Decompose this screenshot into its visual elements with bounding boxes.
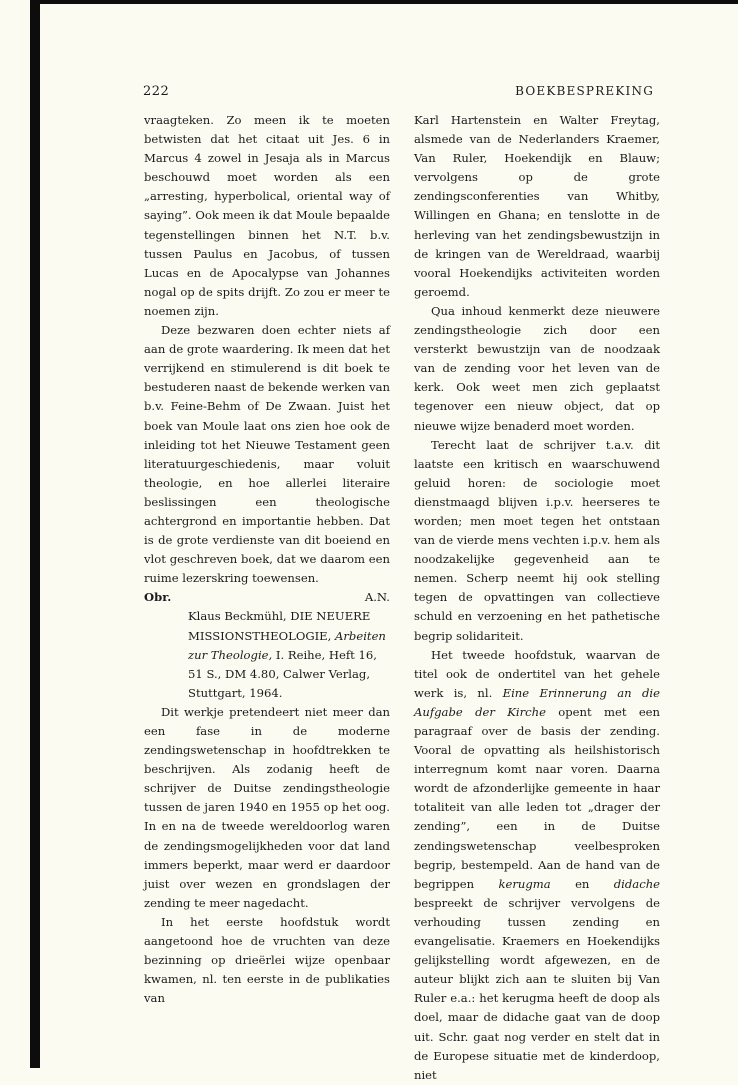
review-signature (144, 588, 390, 607)
bibliographic-entry (144, 607, 390, 702)
left-paragraph-4: In het eerste hoofdstuk wordt aangetoond hoe de vruchten van deze bezinning op drieërlei wijze openbaar kwamen, nl. ten eerste in de publikaties van (144, 914, 390, 1006)
p4-term-kerugma: kerugma (498, 876, 551, 891)
bib-details: I. Reihe, Heft 16, 51 S., DM 4.80, Calwer Verlag, Stuttgart, 1964. (188, 647, 377, 700)
p4-term-didache: didache (613, 876, 661, 891)
p4-text-c: en (575, 876, 590, 891)
bib-series: Arbeiten zur Theologie, (188, 628, 386, 662)
left-paragraph-1: vraagteken. Zo meen ik te moeten betwisten dat het citaat uit Jes. 6 in Marcus 4 zowel in Jesaja als in Marcus beschouwd moet worden als een „arresting, hyperbolical, oriental way of saying”. Ook meen ik dat Moule bepaalde tegenstellingen binnen het N.T. b.v. tussen Paulus en Jacobus, of tussen Lucas en de Apocalypse van Johannes nogal op de spits drijft. Zo zou er meer te noemen zijn. (144, 113, 390, 318)
page-number: 222 (143, 84, 170, 99)
running-head: BOEKBESPREKING (515, 84, 654, 98)
scan-edge-top (30, 0, 738, 4)
left-paragraph-2: Deze bezwaren doen echter niets af aan de grote waardering. Ik meen dat het verrijkend en stimulerend is dit boek te bestuderen naast de bekende werken van b.v. Feine-Behm of De Zwaan. Juist het boek van Moule laat ons zien hoe ook de inleiding tot het Nieuwe Testament geen literatuurgeschiedenis, maar voluit theologie, en hoe allerlei literaire beslissingen een theologische achtergrond en importantie hebben. Dat is de grote verdienste van dit boeiend en vlot geschreven boek, dat we daarom een ruime lezerskring toewensen. (144, 323, 390, 586)
p4-text-b: opent met een paragraaf over de basis der zending. Vooral de opvatting als heilshistorisch interregnum komt naar voren. Daarna wordt de afzonderlijke gemeente in haar totaliteit van alle leden tot „drager der zending”, een in de Duitse zendingswetenschap veelbesproken begrip, bestempeld. Aan de hand van de begrippen (414, 704, 661, 891)
right-column (414, 111, 660, 1085)
p4-text-d: bespreekt de schrijver vervolgens de verhouding tussen zending en evangelisatie. Kraemers en Hoekendijks gelijkstelling wordt afgewezen, en de auteur blijkt zich aan te sluiten bij Van Ruler e.a.: het kerugma heeft de doop als doel, maar de didache gaat van de doop uit. Schr. gaat nog verder en stelt dat in de Europese situatie met de kinderdoop, niet (414, 895, 660, 1082)
left-column (144, 111, 390, 1008)
p4-text-a: Het tweede hoofdstuk, waarvan de titel ook de ondertitel van het gehele werk is, nl. (414, 647, 660, 700)
right-paragraph-2: Qua inhoud kenmerkt deze nieuwere zendingstheologie zich door een versterkt bewustzijn van de noodzaak van de zending voor het leven van de kerk. Ook weet men zich geplaatst tegenover een nieuw object, dat op nieuwe wijze benaderd moet worden. (414, 303, 660, 433)
signature-initials: A.N. (364, 590, 390, 605)
signature-place: Obr. (144, 590, 172, 605)
left-paragraph-3: Dit werkje pretendeert niet meer dan een fase in de moderne zendingswetenschap in hoofdtrekken te beschrijven. Als zodanig heeft de schrijver de Duitse zendingstheologie tussen de jaren 1940 en 1955 op het oog. In en na de tweede wereldoorlog waren de zendingsmogelijkheden voor dat land immers beperkt, maar werd er daardoor juist over wezen en grondslagen der zending te meer nagedacht. (144, 704, 390, 910)
bib-author-title: Klaus Beckmühl, DIE NEUERE MISSIONSTHEOLOGIE, (188, 609, 371, 643)
right-paragraph-1: Karl Hartenstein en Walter Freytag, alsmede van de Nederlanders Kraemer, Van Ruler, Hoekendijk en Blauw; vervolgens op de grote zendingsconferenties van Whitby, Willingen en Ghana; en tenslotte in de herleving van het zendingsbewustzijn in de kringen van de Wereldraad, waarbij vooral Hoekendijks activiteiten worden geroemd. (414, 113, 660, 299)
p4-book-title: Eine Erinnerung an die Aufgabe der Kirche (414, 685, 660, 719)
right-paragraph-3: Terecht laat de schrijver t.a.v. dit laatste een kritisch en waarschuwend geluid horen: de sociologie moet dienstmaagd blijven i.p.v. heerseres te worden; men moet tegen het ontstaan van de vierde mens vechten i.p.v. hem als noodzakelijke gegevenheid aan te nemen. Scherp neemt hij ook stelling tegen de opvattingen van collectieve schuld en verzoening en het pathetische begrip solidariteit. (414, 437, 660, 643)
right-paragraph-4 (414, 646, 660, 1085)
scan-edge-left (30, 0, 40, 1068)
